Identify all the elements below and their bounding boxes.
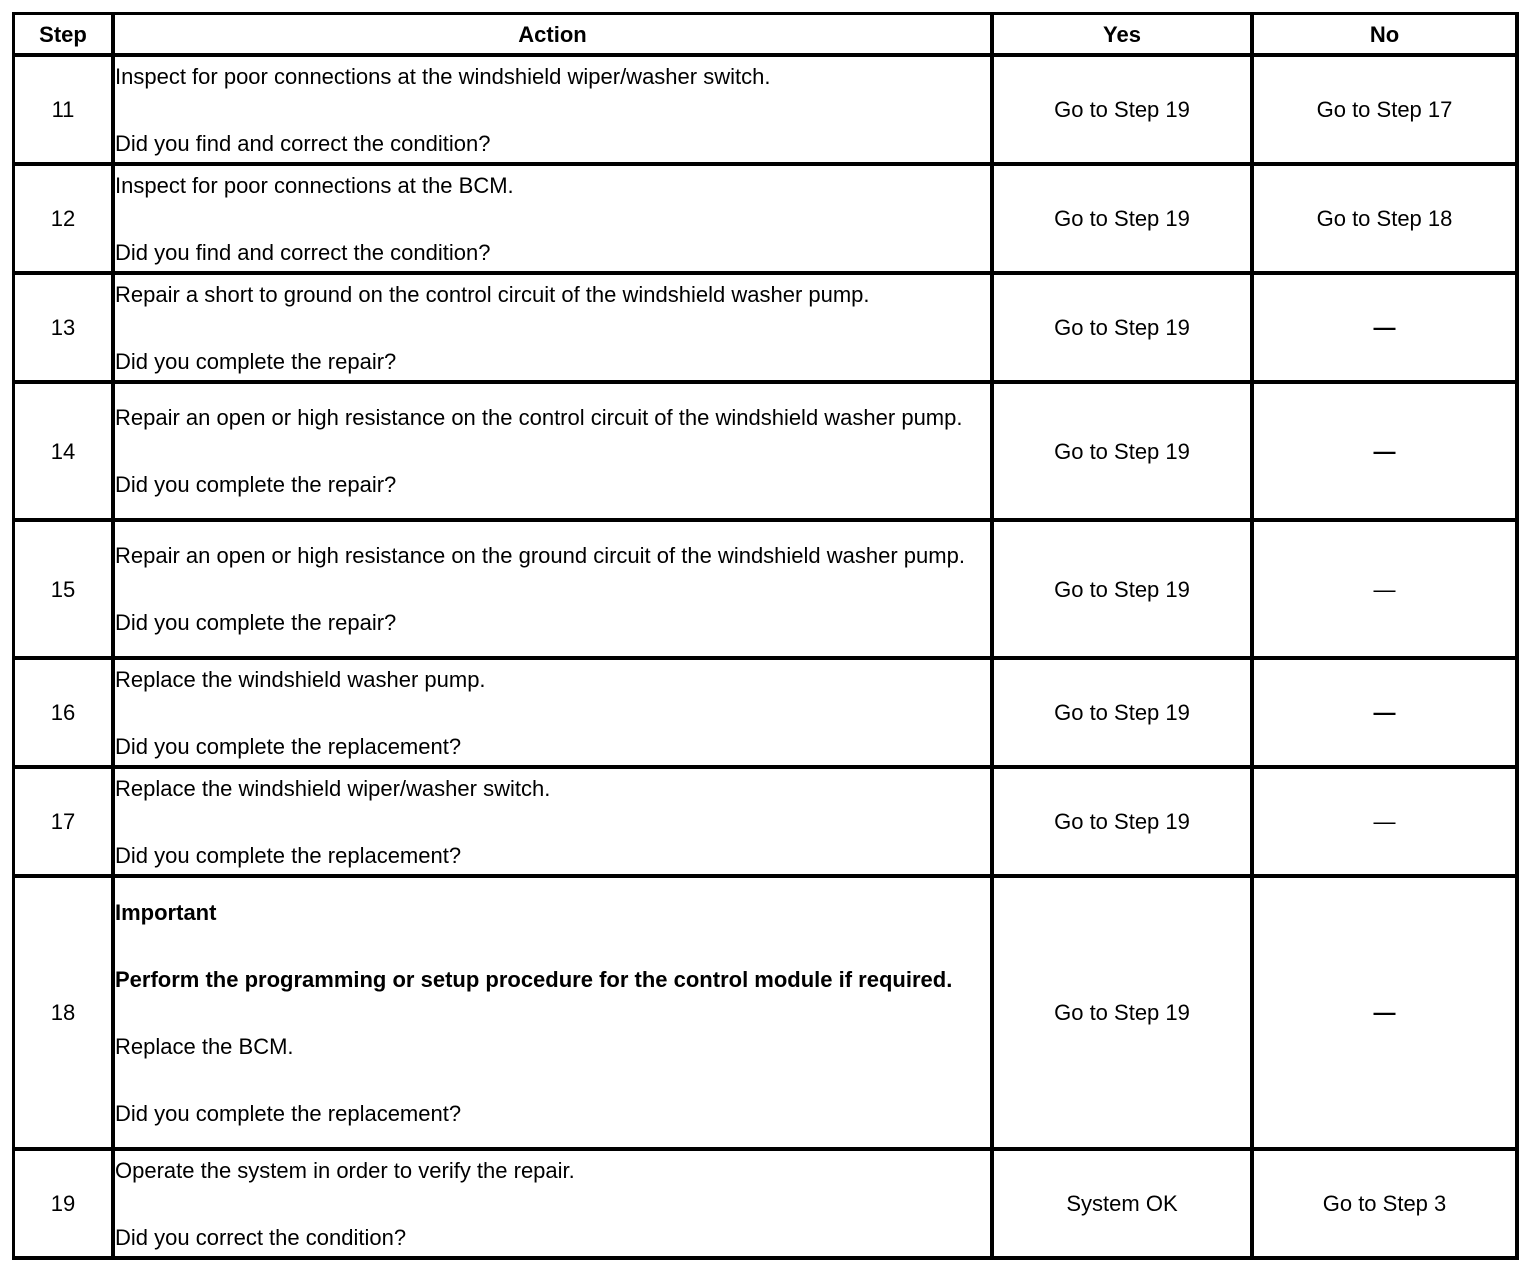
no-cell: [1254, 384, 1519, 522]
step-number: 13: [15, 275, 115, 384]
action-question: Did you find and correct the condition?: [115, 239, 491, 265]
step-number: 14: [15, 384, 115, 522]
step-number: 11: [15, 57, 115, 166]
dash-mark: —: [1373, 315, 1396, 340]
dash-mark: —: [1373, 576, 1396, 602]
action-cell: [115, 166, 994, 275]
no-cell: [1254, 878, 1519, 1151]
table-row: [15, 878, 1519, 1151]
action-text: Inspect for poor connections at the BCM.: [115, 172, 514, 198]
yes-cell: Go to Step 19: [994, 878, 1254, 1151]
table-row: [15, 275, 1519, 384]
yes-cell: Go to Step 19: [994, 384, 1254, 522]
action-text: Replace the BCM.: [115, 1033, 294, 1059]
action-question: Did you complete the replacement?: [115, 1100, 462, 1126]
table-row: [15, 1151, 1519, 1260]
action-question: Did you complete the replacement?: [115, 842, 462, 868]
header-action: Action: [115, 15, 994, 57]
dash-mark: —: [1373, 438, 1396, 464]
action-question: Did you find and correct the condition?: [115, 130, 491, 156]
yes-cell: Go to Step 19: [994, 57, 1254, 166]
header-yes: Yes: [994, 15, 1254, 57]
action-text: Repair an open or high resistance on the ground circuit of the windshield washer pump.: [115, 543, 965, 568]
action-cell: [115, 384, 994, 522]
action-cell: [115, 660, 994, 769]
table-row: [15, 769, 1519, 878]
no-cell: [1254, 769, 1519, 878]
yes-cell: Go to Step 19: [994, 769, 1254, 878]
action-text: Repair an open or high resistance on the control circuit of the windshield washer pump.: [115, 405, 963, 430]
no-cell: Go to Step 18: [1254, 166, 1519, 275]
no-cell: Go to Step 3: [1254, 1151, 1519, 1260]
action-cell: [115, 275, 994, 384]
action-question: Did you complete the replacement?: [115, 733, 462, 759]
action-text: Inspect for poor connections at the windshield wiper/washer switch.: [115, 63, 771, 89]
table-row: [15, 660, 1519, 769]
step-number: 15: [15, 522, 115, 660]
step-number: 16: [15, 660, 115, 769]
yes-cell: Go to Step 19: [994, 660, 1254, 769]
step-number: 19: [15, 1151, 115, 1260]
action-cell: [115, 1151, 994, 1260]
action-cell: [115, 522, 994, 660]
action-text: Replace the windshield wiper/washer switch.: [115, 775, 551, 801]
no-cell: Go to Step 17: [1254, 57, 1519, 166]
action-question: Did you complete the repair?: [115, 472, 397, 497]
action-cell: [115, 878, 994, 1151]
action-question: Did you correct the condition?: [115, 1224, 407, 1250]
table-row: [15, 522, 1519, 660]
action-cell: [115, 769, 994, 878]
table-body: [15, 57, 1519, 1260]
table-row: [15, 384, 1519, 522]
yes-cell: Go to Step 19: [994, 522, 1254, 660]
action-text: Repair a short to ground on the control circuit of the windshield washer pump.: [115, 281, 870, 307]
step-number: 17: [15, 769, 115, 878]
step-number: 18: [15, 878, 115, 1151]
no-cell: [1254, 660, 1519, 769]
diagnostic-steps-table: [12, 12, 1519, 1260]
step-number: 12: [15, 166, 115, 275]
dash-mark: —: [1373, 1000, 1396, 1025]
important-note: Perform the programming or setup procedure for the control module if required.: [115, 966, 953, 992]
action-text: Replace the windshield washer pump.: [115, 666, 486, 692]
action-text: Operate the system in order to verify the repair.: [115, 1157, 575, 1183]
dash-mark: —: [1373, 700, 1396, 725]
header-step: Step: [15, 15, 115, 57]
yes-cell: System OK: [994, 1151, 1254, 1260]
no-cell: [1254, 275, 1519, 384]
yes-cell: Go to Step 19: [994, 166, 1254, 275]
table-row: [15, 166, 1519, 275]
action-cell: [115, 57, 994, 166]
yes-cell: Go to Step 19: [994, 275, 1254, 384]
dash-mark: —: [1373, 809, 1396, 834]
action-question: Did you complete the repair?: [115, 610, 397, 635]
table-row: [15, 57, 1519, 166]
header-no: No: [1254, 15, 1519, 57]
header-row: [15, 15, 1519, 57]
action-question: Did you complete the repair?: [115, 348, 397, 374]
important-heading: Important: [115, 899, 217, 925]
no-cell: [1254, 522, 1519, 660]
